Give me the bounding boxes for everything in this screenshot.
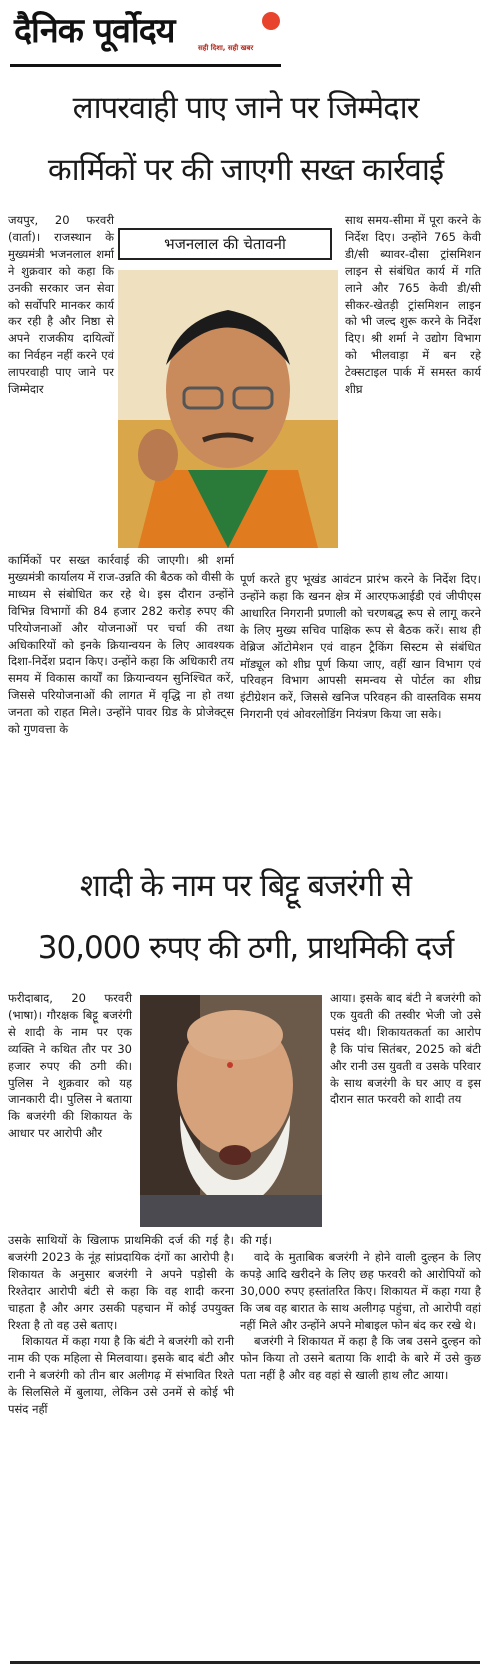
article1-callout: भजनलाल की चेतावनी <box>118 228 332 260</box>
article1-headline-line1: लापरवाही पाए जाने पर जिम्मेदार <box>72 90 419 126</box>
article1-col-left-lower-text: कार्मिकों पर सख्त कार्रवाई की जाएगी। श्री शर्मा मुख्यमंत्री कार्यालय में राज-उन्नति की बैठक को वीसी के माध्यम से संबोधित कर रहे थे। इस दौरान उन्होंने विभिन्न विभागों की 84 हजार 282 करोड़ रुपए की परियोजनाओं और योजनाओं पर चर्चा की तथा अधिकारियों को इनके क्रियान्वयन के लिए आवश्यक दिशा-निर्देश प्रदान किए। उन्होंने कहा कि अधिकारी तय समय में विकास कार्यों का क्रियान्वयन सुनिश्चित करें, जिससे परियोजनाओं की लागत में वृद्धि ना हो तथा जनता को राहत मिले। उन्होंने पावर ग्रिड के प्रोजेक्ट्स को गुणवत्ता के <box>8 553 234 737</box>
portrait-icon <box>118 270 338 548</box>
article2-col-right-text: आया। इसके बाद बंटी ने बजरंगी को एक युवती की तस्वीर भेजी जो उसे पसंद थी। शिकायतकर्ता का आरोप है कि पांच सितंबर, 2025 को बंटी और रानी उस युवती व उसके परिवार के साथ बजरंगी के घर आए व इस दौरान सात फरवरी को शादी तय <box>330 991 481 1107</box>
article2-col-left-lower <box>8 1232 234 1418</box>
article2-col-right <box>330 990 481 1108</box>
article2-col-left-lower-text-2: शिकायत में कहा गया है कि बंटी ने बजरंगी को रानी नाम की एक महिला से मिलवाया। इसके बाद बंटी और रानी ने बजरंगी को तीन बार अलीगढ़ में संभावित रिश्ते के सिलसिले में बुलाया, लेकिन उसे उनमें से कोई भी पसंद नहीं <box>8 1334 234 1417</box>
article2-col-right-lower-text-2: वादे के मुताबिक बजरंगी ने होने वाली दुल्हन के लिए कपड़े आदि खरीदने के लिए छह फरवरी को आरोपियों को 30,000 रुपए हस्तांतरित किए। शिकायत में कहा गया है कि जब वह बारात के साथ अलीगढ़ पहुंचा, तो आरोपी वहां नहीं मिले और उन्होंने अपने मोबाइल फोन बंद कर रखे थे। <box>240 1249 481 1332</box>
article2-col-left-text: फरीदाबाद, 20 फरवरी (भाषा)। गौरक्षक बिट्टू बजरंगी से शादी के नाम पर एक व्यक्ति ने कथित तौर पर 30 हजार रुपए की ठगी की। पुलिस ने शुक्रवार को यह जानकारी दी। पुलिस ने बताया कि बजरंगी की शिकायत के आधार पर आरोपी और <box>8 991 132 1141</box>
article1-col-left-lower <box>8 552 234 738</box>
article2-col-left <box>8 990 132 1142</box>
article1-col-left-text: जयपुर, 20 फरवरी (वार्ता)। राजस्थान के मुख्यमंत्री भजनलाल शर्मा ने शुक्रवार को कहा कि उनकी सरकार जन सेवा को सर्वोपरि मानकर कार्य कर रही है और निष्ठा से अपने राजकीय दायित्वों का निर्वहन नहीं करने एवं लापरवाही पाए जाने पर जिम्मेदार <box>8 213 114 397</box>
article2-col-right-lower-text: की गई। <box>240 1233 272 1247</box>
article2-col-right-lower <box>240 1232 481 1384</box>
portrait-icon <box>140 995 322 1227</box>
article2-headline-line2: 30,000 रुपए की ठगी, प्राथमिकी दर्ज <box>37 930 454 966</box>
article2-col-left-lower-text: उसके साथियों के खिलाफ प्राथमिकी दर्ज की गई है। बजरंगी 2023 के नूंह सांप्रदायिक दंगों का आरोपी है। शिकायत के अनुसार बजरंगी ने अपने पड़ोसी के रिश्तेदार आरोपी बंटी से कहा कि वह शादी करना चाहता है और अगर उसकी पहचान में कोई उपयुक्त रिश्ता है तो वह उसे बताए। <box>8 1233 234 1332</box>
masthead-sun-logo <box>262 12 280 30</box>
article1-col-right-lower <box>240 571 481 723</box>
article1-photo <box>118 270 338 548</box>
article1-col-left <box>8 212 114 398</box>
article1-col-right-lower-text: पूर्ण करते हुए भूखंड आवंटन प्रारंभ करने के निर्देश दिए। उन्होंने कहा कि खनन क्षेत्र में आरएफआईडी एवं जीपीएस आधारित निगरानी प्रणाली को चरणबद्ध रूप से लागू करने के लिए मुख्य सचिव पाक्षिक रूप से बैठक करें। साथ ही वेब्रिज ऑटोमेशन एवं वाहन ट्रैकिंग सिस्टम से संबंधित मॉड्यूल को शीघ्र पूर्ण किया जाए, वहीं खान विभाग एवं परिवहन विभाग आपसी समन्वय से पोर्टल का शीघ्र इंटीग्रेशन करें, जिससे खनिज परिवहन की वास्तविक समय निगरानी एवं ओवरलोडिंग नियंत्रण किया जा सके। <box>240 572 481 722</box>
masthead-tagline: सही दिशा, सही खबर <box>198 44 254 52</box>
article2-headline-line1: शादी के नाम पर बिट्टू बजरंगी से <box>79 868 412 904</box>
masthead-rule <box>10 64 281 67</box>
article1-col-right-text: साथ समय-सीमा में पूरा करने के निर्देश दिए। उन्होंने 765 केवी डी/सी ब्यावर-दौसा ट्रांसमिशन लाइन से संबंधित कार्य में गति लाने और 765 केवी डी/सी सीकर-खेतड़ी ट्रांसमिशन लाइन को भी जल्द शुरू करने के निर्देश दिए। श्री शर्मा ने उद्योग विभाग को भीलवाड़ा में बन रहे टेक्सटाइल पार्क में समस्त कार्य शीघ्र <box>345 213 481 397</box>
article2-photo <box>140 995 322 1227</box>
article1-col-right <box>345 212 481 398</box>
masthead-title: दैनिक पूर्वोदय <box>14 11 175 51</box>
bottom-rule <box>10 1661 480 1664</box>
article2-col-right-lower-text-3: बजरंगी ने शिकायत में कहा है कि जब उसने दुल्हन को फोन किया तो उसने बताया कि शादी के बारे में उसे कुछ पता नहीं है और वह वहां से खाली हाथ लौट आया। <box>240 1334 481 1383</box>
article1-headline-line2: कार्मिकों पर की जाएगी सख्त कार्रवाई <box>47 152 444 188</box>
